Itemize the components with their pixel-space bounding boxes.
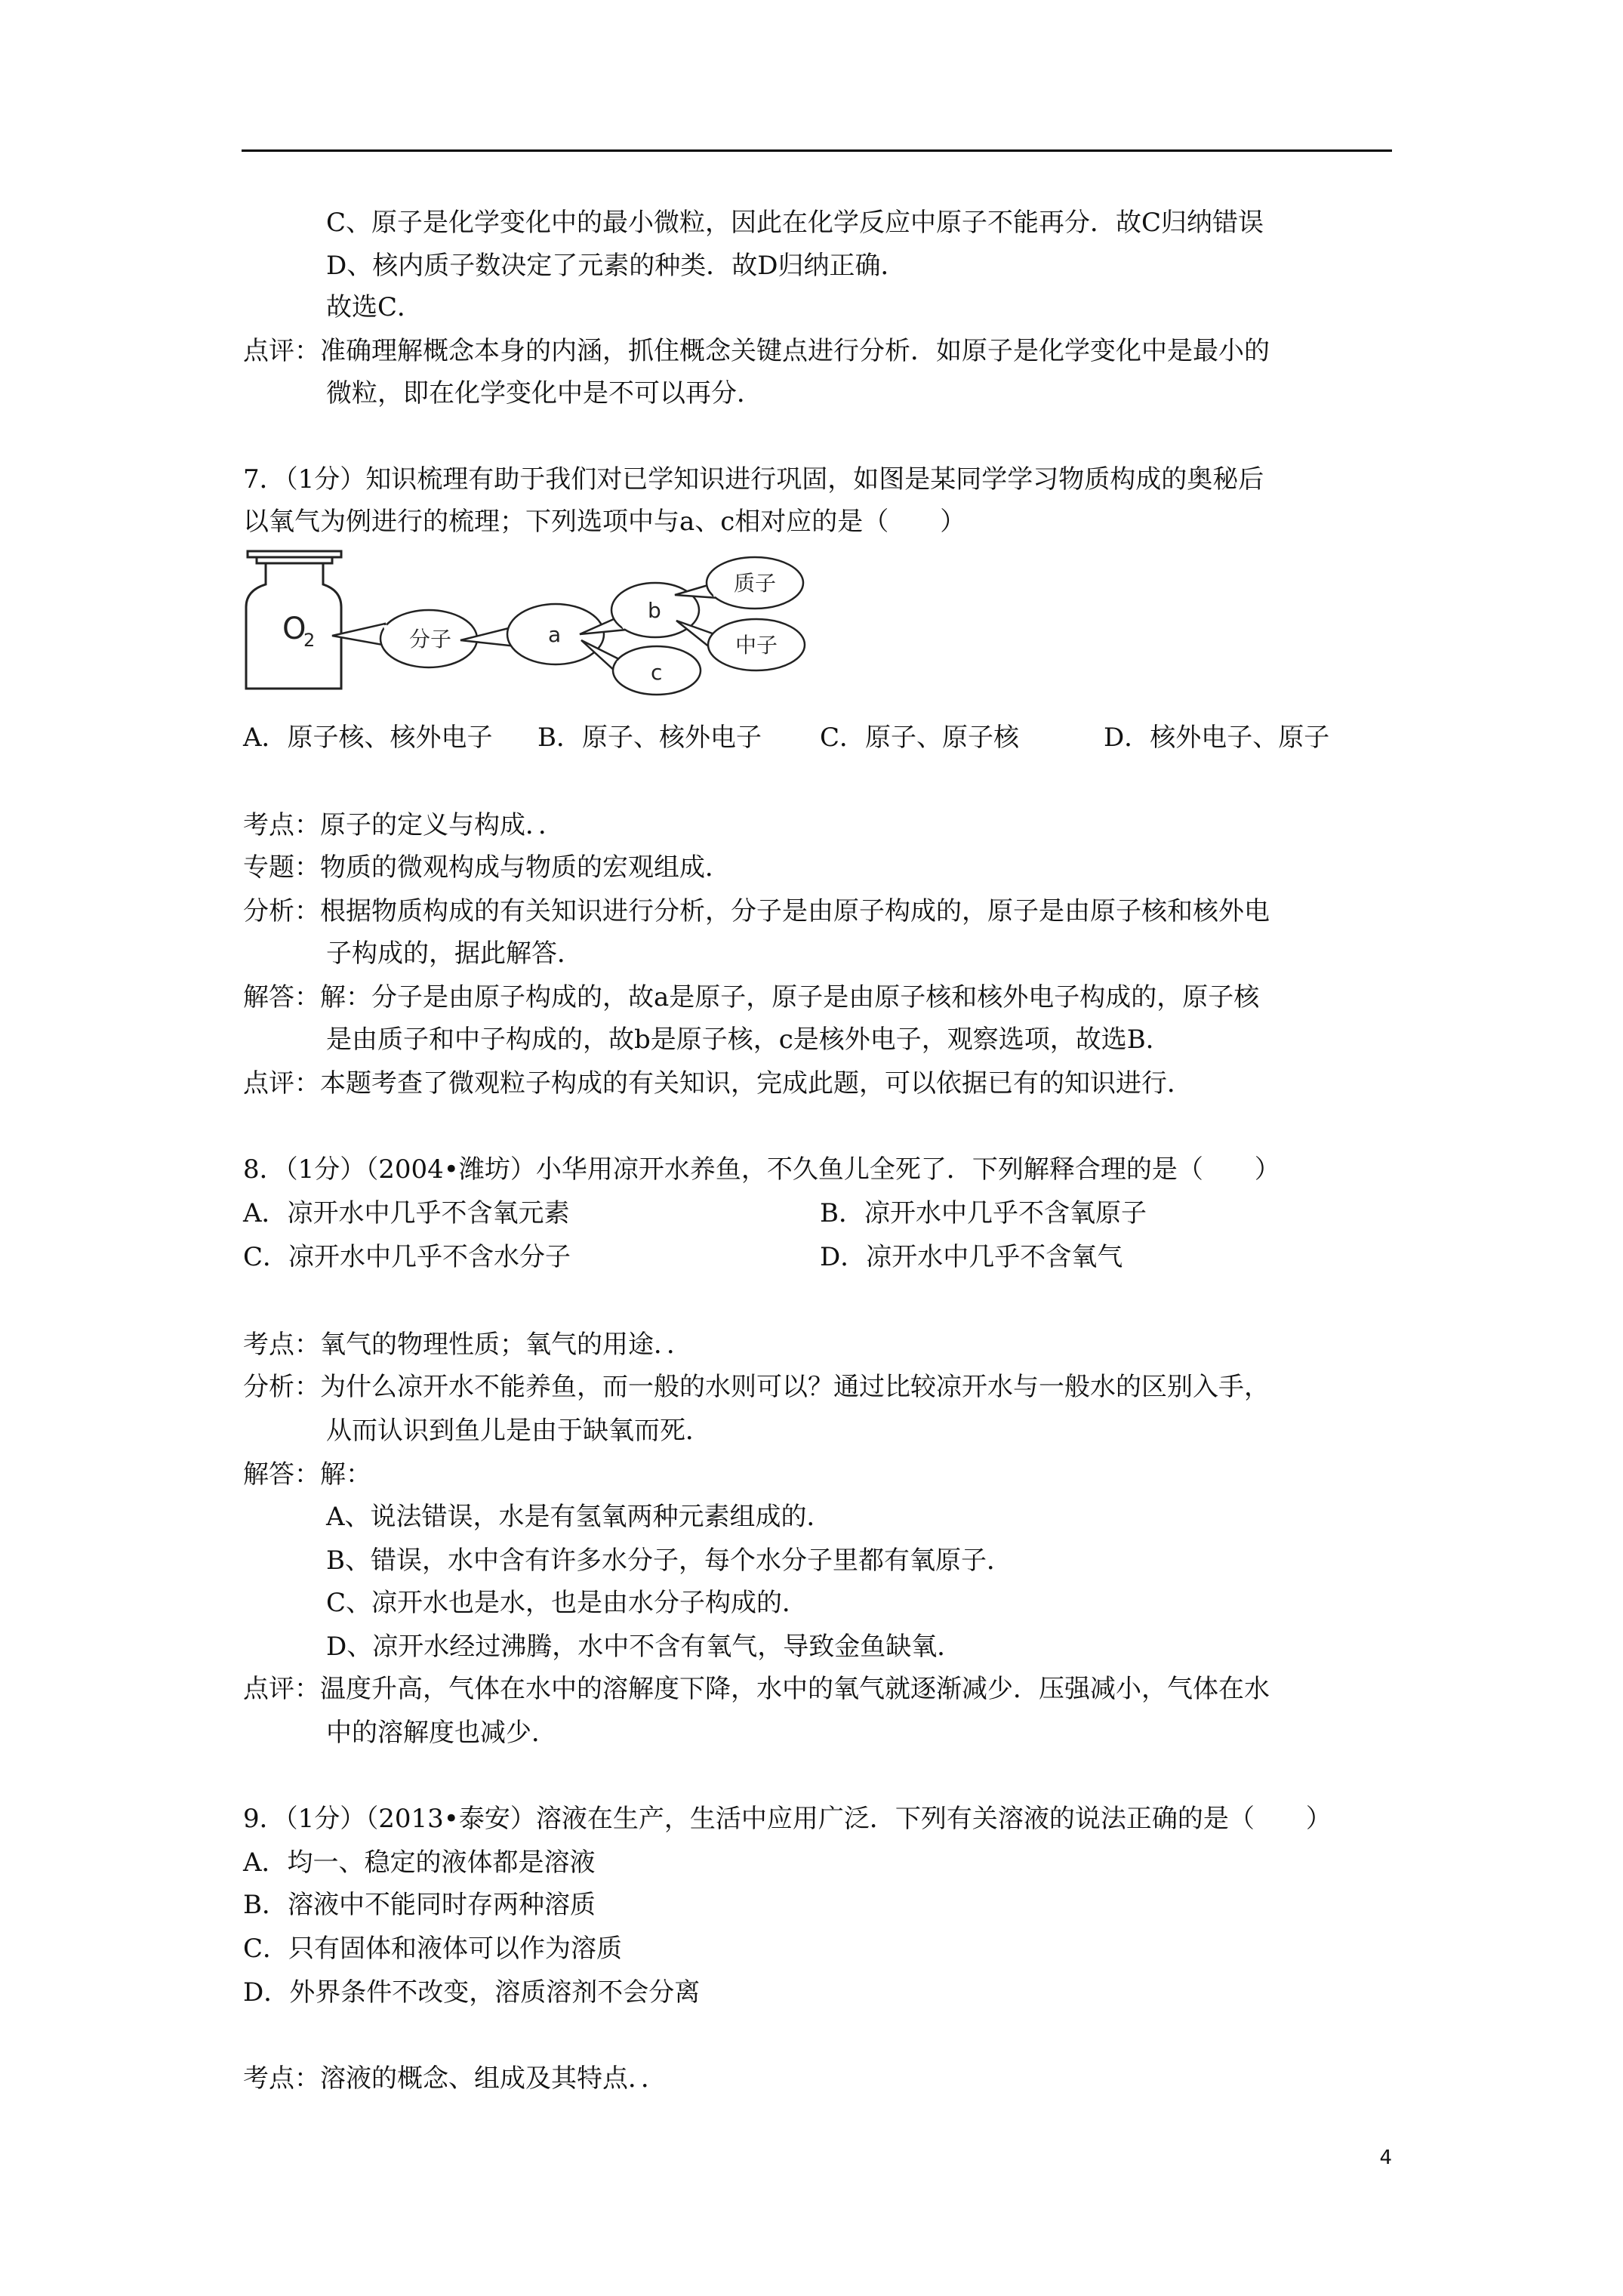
q9-option-b: B．溶液中不能同时存两种溶质 — [243, 1890, 596, 1920]
proton-label: 质子 — [734, 571, 777, 596]
q8-jieda-a: A、说法错误，水是有氢氧两种元素组成的． — [326, 1502, 833, 1532]
q8-option-b: B．凉开水中几乎不含氧原子 — [820, 1198, 1147, 1228]
q8-jieda-d: D、凉开水经过沸腾，水中不含有氧气，导致金鱼缺氧． — [326, 1632, 963, 1662]
label-c: c — [651, 660, 663, 685]
label-a: a — [548, 622, 562, 647]
q7-fenxi-line1 — [243, 894, 1270, 929]
q8-fenxi-line1 — [243, 1370, 1270, 1404]
q7-jieda-line1 — [243, 980, 1259, 1015]
q7-stem-line1: 7．（1分）知识梳理有助于我们对已学知识进行巩固，如图是某同学学习物质构成的奥秘后 — [243, 464, 1264, 495]
q6-comment-line2: 微粒，即在化学变化中是不可以再分． — [326, 378, 762, 408]
q8-jieda-b: B、错误，水中含有许多水分子，每个水分子里都有氧原子． — [326, 1546, 1012, 1576]
q7-dianping-text: 本题考查了微观粒子构成的有关知识，完成此题，可以依据已有的知识进行． — [320, 1068, 1193, 1099]
jieda-label: 解答： — [243, 982, 320, 1012]
q7-stem-line2: 以氧气为例进行的梳理；下列选项中与a、c相对应的是（ ） — [243, 507, 966, 537]
q7-option-b: B．原子、核外电子 — [537, 723, 762, 753]
q7-zhuanti-text: 物质的微观构成与物质的宏观组成． — [320, 852, 731, 883]
kaodian-label: 考点： — [243, 1330, 320, 1360]
bubble-b — [580, 583, 699, 637]
q7-fenxi-text: 根据物质构成的有关知识进行分析，分子是由原子构成的，原子是由原子核和核外电 — [320, 896, 1270, 926]
q7-option-d: D．核外电子、原子 — [1104, 723, 1330, 753]
oxygen-bottle — [246, 551, 341, 689]
q6-comment-line1 — [243, 334, 1270, 368]
q7-kaodian — [243, 808, 564, 843]
q6-analysis-c: C、原子是化学变化中的最小微粒，因此在化学反应中原子不能再分．故C归纳错误 — [326, 208, 1264, 238]
q8-kaodian-text: 氧气的物理性质；氧气的用途．． — [320, 1330, 692, 1360]
q7-dianping — [243, 1066, 1193, 1101]
q6-analysis-d: D、核内质子数决定了元素的种类．故D归纳正确． — [326, 251, 907, 281]
zhuanti-label: 专题： — [243, 852, 320, 883]
q8-dianping-line1 — [243, 1672, 1270, 1706]
fenxi-label: 分析： — [243, 1372, 320, 1402]
jieda-label: 解答： — [243, 1459, 320, 1490]
q6-comment-text: 准确理解概念本身的内涵，抓住概念关键点进行分析．如原子是化学变化中是最小的 — [320, 336, 1270, 366]
page-number: 4 — [1379, 2147, 1392, 2169]
q8-fenxi-line2: 从而认识到鱼儿是由于缺氧而死． — [326, 1416, 711, 1446]
kaodian-label: 考点： — [243, 2063, 320, 2094]
dianping-label: 点评： — [243, 1674, 320, 1704]
q9-option-c: C．只有固体和液体可以作为溶质 — [243, 1934, 623, 1964]
kaodian-label: 考点： — [243, 810, 320, 840]
molecule-label: 分子 — [409, 627, 452, 652]
bottle-subscript: 2 — [303, 630, 316, 651]
q7-jieda-text: 解：分子是由原子构成的，故a是原子，原子是由原子核和核外电子构成的，原子核 — [320, 982, 1260, 1012]
neutron-label: 中子 — [735, 633, 778, 658]
q9-kaodian — [243, 2061, 667, 2096]
q7-fenxi-line2: 子构成的，据此解答． — [326, 938, 583, 969]
fenxi-label: 分析： — [243, 896, 320, 926]
q7-zhuanti — [243, 850, 731, 885]
q9-kaodian-text: 溶液的概念、组成及其特点．． — [320, 2063, 667, 2094]
q8-kaodian — [243, 1327, 692, 1362]
q8-jieda — [243, 1457, 371, 1492]
q9-option-d: D．外界条件不改变，溶质溶剂不会分离 — [243, 1977, 701, 2008]
q7-option-a: A．原子核、核外电子 — [243, 723, 493, 753]
q8-fenxi-text: 为什么凉开水不能养鱼，而一般的水则可以？通过比较凉开水与一般水的区别入手， — [320, 1372, 1270, 1402]
q8-option-c: C．凉开水中几乎不含水分子 — [243, 1242, 571, 1272]
q8-jieda-text: 解： — [320, 1459, 371, 1490]
q7-kaodian-text: 原子的定义与构成．． — [320, 810, 564, 840]
dianping-label: 点评： — [243, 1068, 320, 1099]
q8-dianping-line2: 中的溶解度也减少． — [326, 1718, 557, 1748]
q9-option-a: A．均一、稳定的液体都是溶液 — [243, 1848, 596, 1878]
bottle-label: O — [282, 612, 306, 646]
q7-oxygen-structure-diagram — [243, 545, 817, 696]
q7-jieda-line2: 是由质子和中子构成的，故b是原子核，c是核外电子，观察选项，故选B． — [326, 1025, 1172, 1055]
q8-jieda-c: C、凉开水也是水，也是由水分子构成的． — [326, 1588, 808, 1618]
q6-answer-choice: 故选C． — [326, 292, 423, 322]
q8-option-a: A．凉开水中几乎不含氧元素 — [243, 1198, 570, 1228]
q8-dianping-text: 温度升高，气体在水中的溶解度下降，水中的氧气就逐渐减少．压强减小，气体在水 — [320, 1674, 1270, 1704]
q8-stem: 8．（1分）（2004•潍坊）小华用凉开水养鱼，不久鱼儿全死了．下列解释合理的是（ ） — [243, 1154, 1280, 1185]
q8-option-d: D．凉开水中几乎不含氧气 — [820, 1242, 1123, 1272]
header-rule — [242, 149, 1392, 152]
q7-option-c: C．原子、原子核 — [820, 723, 1020, 753]
q9-stem: 9．（1分）（2013•泰安）溶液在生产，生活中应用广泛．下列有关溶液的说法正确的是（ ） — [243, 1804, 1332, 1834]
molecule-bubble — [332, 610, 477, 667]
comment-label: 点评： — [243, 336, 320, 366]
label-b: b — [648, 598, 661, 623]
bubble-c — [581, 640, 701, 695]
